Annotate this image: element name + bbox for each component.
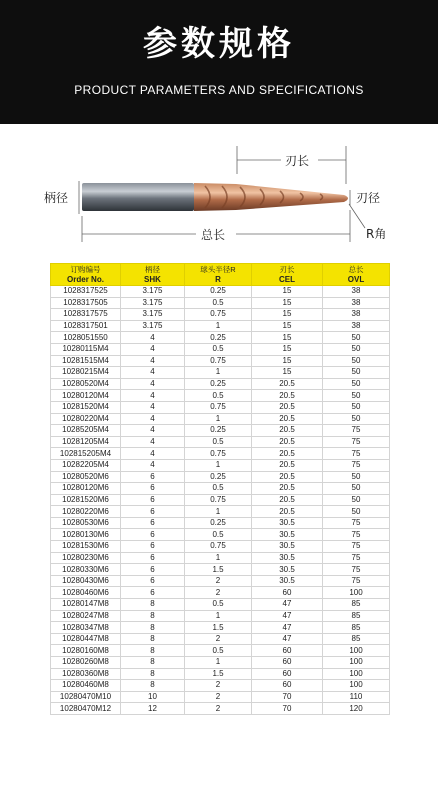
spec-table (50, 263, 390, 715)
cell-order-no: 10281520M6 (51, 494, 121, 506)
header-ovl-en: OVL (347, 274, 365, 284)
tool-shank (82, 183, 194, 211)
cell-ovl: 38 (323, 297, 390, 309)
cell-cel: 20.5 (252, 390, 323, 402)
cell-ovl: 50 (323, 494, 390, 506)
shank-diameter-label: 柄径 (44, 191, 69, 205)
cell-r: 0.25 (185, 332, 252, 344)
cell-ovl: 50 (323, 355, 390, 367)
header-shk (121, 264, 185, 286)
cell-shk: 4 (121, 367, 185, 379)
table-row (51, 622, 390, 634)
cell-shk: 4 (121, 448, 185, 460)
table-row (51, 541, 390, 553)
cell-ovl: 50 (323, 506, 390, 518)
cell-cel: 20.5 (252, 425, 323, 437)
cell-cel: 15 (252, 320, 323, 332)
cell-cel: 60 (252, 668, 323, 680)
cell-ovl: 50 (323, 343, 390, 355)
cell-ovl: 75 (323, 575, 390, 587)
cell-r: 1 (185, 552, 252, 564)
cell-shk: 8 (121, 645, 185, 657)
cell-shk: 6 (121, 564, 185, 576)
header-cel-cn: 刃长 (279, 264, 295, 274)
table-row (51, 332, 390, 344)
cell-cel: 15 (252, 367, 323, 379)
table-row (51, 703, 390, 715)
cell-shk: 3.175 (121, 320, 185, 332)
cell-order-no: 10281515M4 (51, 355, 121, 367)
cell-ovl: 85 (323, 633, 390, 645)
cell-shk: 4 (121, 459, 185, 471)
cell-shk: 4 (121, 355, 185, 367)
cell-cel: 47 (252, 610, 323, 622)
total-length-label: 总长 (201, 228, 226, 242)
cell-r: 0.5 (185, 645, 252, 657)
cell-order-no: 10280220M6 (51, 506, 121, 518)
cell-ovl: 85 (323, 599, 390, 611)
cell-shk: 6 (121, 483, 185, 495)
cell-order-no: 10280230M6 (51, 552, 121, 564)
table-row (51, 483, 390, 495)
table-row (51, 320, 390, 332)
cell-cel: 20.5 (252, 494, 323, 506)
cell-order-no: 1028317575 (51, 309, 121, 321)
cell-cel: 20.5 (252, 483, 323, 495)
spec-table-body (51, 286, 390, 715)
cell-order-no: 10281205M4 (51, 436, 121, 448)
cell-cel: 20.5 (252, 448, 323, 460)
cell-shk: 3.175 (121, 309, 185, 321)
cell-shk: 10 (121, 691, 185, 703)
cell-r: 1 (185, 506, 252, 518)
cell-r: 1 (185, 320, 252, 332)
cell-r: 0.25 (185, 378, 252, 390)
table-row (51, 390, 390, 402)
header-cel (252, 264, 323, 286)
cell-ovl: 38 (323, 286, 390, 298)
table-row (51, 343, 390, 355)
cell-ovl: 50 (323, 401, 390, 413)
cell-shk: 6 (121, 552, 185, 564)
cell-order-no: 10280247M8 (51, 610, 121, 622)
cell-order-no: 1028317501 (51, 320, 121, 332)
table-row (51, 286, 390, 298)
cell-shk: 4 (121, 343, 185, 355)
cell-order-no: 10280360M8 (51, 668, 121, 680)
cell-cel: 20.5 (252, 506, 323, 518)
cell-ovl: 75 (323, 541, 390, 553)
table-row (51, 471, 390, 483)
cell-r: 0.75 (185, 541, 252, 553)
cell-order-no: 10280215M4 (51, 367, 121, 379)
header-order-no (51, 264, 121, 286)
cell-r: 0.5 (185, 297, 252, 309)
cell-r: 2 (185, 703, 252, 715)
cell-shk: 3.175 (121, 297, 185, 309)
header-ovl-cn: 总长 (348, 264, 364, 274)
header-order-no-cn: 订购编号 (70, 264, 101, 274)
table-row (51, 691, 390, 703)
cell-shk: 6 (121, 529, 185, 541)
cell-cel: 47 (252, 633, 323, 645)
table-row (51, 575, 390, 587)
cell-cel: 20.5 (252, 436, 323, 448)
cell-order-no: 10280460M6 (51, 587, 121, 599)
cell-order-no: 10282205M4 (51, 459, 121, 471)
cell-cel: 15 (252, 286, 323, 298)
cell-order-no: 102815205M4 (51, 448, 121, 460)
cell-shk: 8 (121, 622, 185, 634)
cell-shk: 6 (121, 575, 185, 587)
cell-order-no: 10280147M8 (51, 599, 121, 611)
cell-order-no: 10280130M6 (51, 529, 121, 541)
cell-r: 0.5 (185, 436, 252, 448)
cell-r: 0.25 (185, 471, 252, 483)
cell-shk: 4 (121, 401, 185, 413)
cell-shk: 6 (121, 506, 185, 518)
cell-r: 2 (185, 680, 252, 692)
cell-shk: 4 (121, 413, 185, 425)
cell-shk: 4 (121, 378, 185, 390)
cell-ovl: 75 (323, 529, 390, 541)
cell-ovl: 50 (323, 413, 390, 425)
cell-r: 1 (185, 610, 252, 622)
cell-r: 1 (185, 413, 252, 425)
cell-order-no: 10280347M8 (51, 622, 121, 634)
cell-r: 0.25 (185, 425, 252, 437)
cell-shk: 6 (121, 494, 185, 506)
cell-r: 0.5 (185, 599, 252, 611)
cell-order-no: 10280470M12 (51, 703, 121, 715)
cell-cel: 20.5 (252, 459, 323, 471)
cell-order-no: 1028317505 (51, 297, 121, 309)
cell-r: 1.5 (185, 564, 252, 576)
table-row (51, 552, 390, 564)
cell-ovl: 38 (323, 309, 390, 321)
cell-cel: 60 (252, 587, 323, 599)
cell-r: 0.5 (185, 390, 252, 402)
cell-ovl: 75 (323, 436, 390, 448)
cell-r: 1 (185, 657, 252, 669)
header-shk-cn: 柄径 (145, 264, 160, 274)
table-row (51, 355, 390, 367)
table-row (51, 506, 390, 518)
cell-r: 0.25 (185, 286, 252, 298)
cell-shk: 6 (121, 587, 185, 599)
table-row (51, 459, 390, 471)
r-angle-label: R角 (366, 227, 387, 241)
cell-order-no: 10281530M6 (51, 541, 121, 553)
page-subtitle: PRODUCT PARAMETERS AND SPECIFICATIONS (74, 83, 364, 97)
table-row (51, 448, 390, 460)
table-row (51, 517, 390, 529)
tool-diagram (0, 124, 438, 264)
cell-r: 0.75 (185, 401, 252, 413)
cell-order-no: 10285205M4 (51, 425, 121, 437)
cell-ovl: 100 (323, 680, 390, 692)
header-r-en: R (215, 274, 221, 284)
blade-diameter-label: 刃径 (356, 191, 381, 205)
cell-cel: 70 (252, 691, 323, 703)
cell-r: 2 (185, 575, 252, 587)
cell-cel: 30.5 (252, 575, 323, 587)
table-row (51, 401, 390, 413)
cell-order-no: 10280470M10 (51, 691, 121, 703)
header-r (185, 264, 252, 286)
cell-shk: 6 (121, 517, 185, 529)
cell-ovl: 75 (323, 448, 390, 460)
cell-order-no: 10280260M8 (51, 657, 121, 669)
cell-r: 0.5 (185, 483, 252, 495)
cell-shk: 3.175 (121, 286, 185, 298)
cell-cel: 60 (252, 645, 323, 657)
cell-shk: 8 (121, 633, 185, 645)
cell-order-no: 10280160M8 (51, 645, 121, 657)
cell-shk: 4 (121, 436, 185, 448)
cell-order-no: 10280520M6 (51, 471, 121, 483)
table-row (51, 564, 390, 576)
cell-cel: 60 (252, 657, 323, 669)
cell-ovl: 100 (323, 657, 390, 669)
cell-cel: 15 (252, 343, 323, 355)
cell-order-no: 10281520M4 (51, 401, 121, 413)
cell-shk: 8 (121, 610, 185, 622)
cell-r: 2 (185, 587, 252, 599)
cell-r: 0.75 (185, 355, 252, 367)
cell-order-no: 10280447M8 (51, 633, 121, 645)
cell-r: 0.75 (185, 494, 252, 506)
cell-cel: 15 (252, 355, 323, 367)
cell-cel: 15 (252, 332, 323, 344)
header-ovl (323, 264, 390, 286)
cell-cel: 20.5 (252, 471, 323, 483)
cell-cel: 15 (252, 297, 323, 309)
cell-ovl: 75 (323, 459, 390, 471)
header-r-cn: 球头半径R (200, 264, 236, 274)
cell-ovl: 38 (323, 320, 390, 332)
cell-ovl: 50 (323, 367, 390, 379)
table-row (51, 367, 390, 379)
cell-order-no: 10280430M6 (51, 575, 121, 587)
cell-r: 0.5 (185, 343, 252, 355)
cell-r: 2 (185, 633, 252, 645)
cell-cel: 47 (252, 599, 323, 611)
cell-cel: 20.5 (252, 401, 323, 413)
table-row (51, 309, 390, 321)
cell-ovl: 75 (323, 425, 390, 437)
tool-flutes (194, 183, 348, 211)
cell-r: 1 (185, 459, 252, 471)
cell-cel: 30.5 (252, 552, 323, 564)
cell-ovl: 75 (323, 564, 390, 576)
cell-ovl: 85 (323, 610, 390, 622)
cell-ovl: 100 (323, 645, 390, 657)
cell-cel: 30.5 (252, 517, 323, 529)
table-row (51, 436, 390, 448)
table-row (51, 680, 390, 692)
table-row (51, 529, 390, 541)
cell-r: 1.5 (185, 668, 252, 680)
table-row (51, 494, 390, 506)
cell-r: 1 (185, 367, 252, 379)
cell-cel: 47 (252, 622, 323, 634)
cell-shk: 8 (121, 657, 185, 669)
table-row (51, 587, 390, 599)
cell-order-no: 10280120M4 (51, 390, 121, 402)
header-cel-en: CEL (279, 274, 295, 284)
cell-order-no: 10280330M6 (51, 564, 121, 576)
cell-shk: 8 (121, 668, 185, 680)
cell-cel: 15 (252, 309, 323, 321)
cell-order-no: 1028317525 (51, 286, 121, 298)
cell-cel: 60 (252, 680, 323, 692)
table-row (51, 413, 390, 425)
cell-cel: 70 (252, 703, 323, 715)
table-row (51, 645, 390, 657)
cell-ovl: 50 (323, 471, 390, 483)
table-row (51, 599, 390, 611)
table-row (51, 633, 390, 645)
table-row (51, 425, 390, 437)
table-row (51, 610, 390, 622)
cell-ovl: 100 (323, 668, 390, 680)
cell-r: 0.25 (185, 517, 252, 529)
table-header-row (51, 264, 390, 286)
header-banner (0, 0, 438, 124)
cell-cel: 20.5 (252, 413, 323, 425)
cell-shk: 6 (121, 541, 185, 553)
cell-cel: 30.5 (252, 529, 323, 541)
cell-shk: 4 (121, 390, 185, 402)
cell-shk: 12 (121, 703, 185, 715)
table-row (51, 378, 390, 390)
cell-cel: 30.5 (252, 541, 323, 553)
cell-r: 1.5 (185, 622, 252, 634)
cell-order-no: 10280115M4 (51, 343, 121, 355)
cell-ovl: 50 (323, 483, 390, 495)
table-row (51, 668, 390, 680)
cell-cel: 20.5 (252, 378, 323, 390)
header-shk-en: SHK (144, 274, 161, 284)
cell-r: 0.75 (185, 448, 252, 460)
cell-ovl: 50 (323, 332, 390, 344)
cell-order-no: 10280120M6 (51, 483, 121, 495)
cell-order-no: 1028051550 (51, 332, 121, 344)
cell-ovl: 75 (323, 517, 390, 529)
cell-ovl: 50 (323, 378, 390, 390)
cell-order-no: 10280220M4 (51, 413, 121, 425)
page-title: 参数规格 (143, 24, 295, 64)
cell-ovl: 120 (323, 703, 390, 715)
cell-order-no: 10280530M6 (51, 517, 121, 529)
cell-shk: 8 (121, 680, 185, 692)
cell-order-no: 10280520M4 (51, 378, 121, 390)
cell-ovl: 100 (323, 587, 390, 599)
cell-ovl: 50 (323, 390, 390, 402)
cell-shk: 8 (121, 599, 185, 611)
cell-shk: 4 (121, 425, 185, 437)
cell-shk: 6 (121, 471, 185, 483)
cell-r: 0.5 (185, 529, 252, 541)
header-order-no-en: Order No. (67, 274, 104, 284)
cell-cel: 30.5 (252, 564, 323, 576)
blade-length-label: 刃长 (285, 154, 310, 168)
table-row (51, 297, 390, 309)
cell-ovl: 85 (323, 622, 390, 634)
cell-r: 2 (185, 691, 252, 703)
table-row (51, 657, 390, 669)
cell-shk: 4 (121, 332, 185, 344)
cell-ovl: 110 (323, 691, 390, 703)
cell-r: 0.75 (185, 309, 252, 321)
cell-order-no: 10280460M8 (51, 680, 121, 692)
cell-ovl: 75 (323, 552, 390, 564)
